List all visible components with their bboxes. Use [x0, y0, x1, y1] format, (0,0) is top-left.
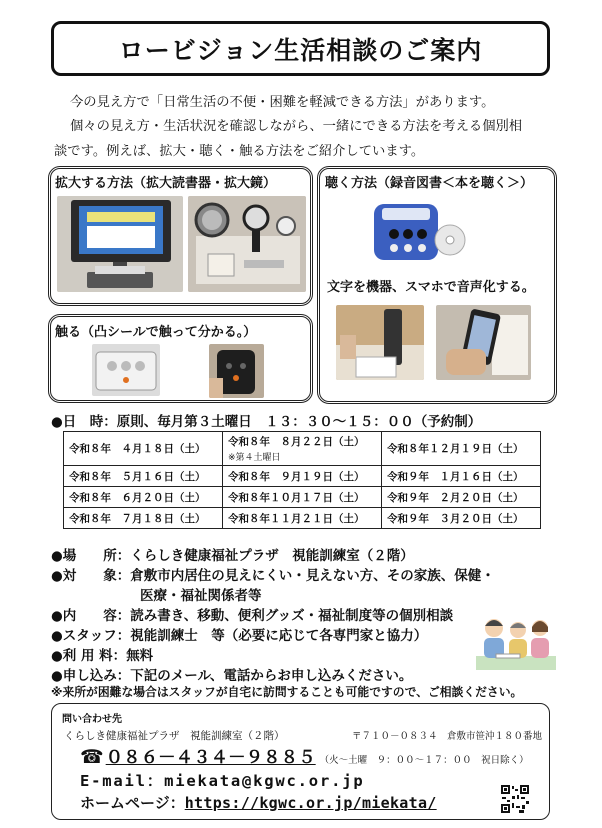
daisy-player-photo: [364, 194, 470, 268]
content-value: 読み書き、移動、便利グッズ・福祉制度等の個別相談: [130, 608, 454, 624]
intro-line-3: 談です。例えば、拡大・聴く・触る方法をご紹介しています。: [54, 144, 425, 159]
intro-line-1: 今の見え方で「日常生活の不便・困難を軽減できる方法」があります。: [70, 95, 495, 110]
home-visit-note: ※来所が困難な場合はスタッフが自宅に訪問することも可能ですので、ご相談ください。: [51, 685, 523, 699]
fourth-saturday-note: ※第４土曜日: [228, 453, 281, 463]
schedule-cell: 令和８年 ５月１６日（土）: [64, 466, 223, 487]
target-value-1: 倉敷市内居住の見えにくい・見えない方、その家族、保健・: [130, 568, 495, 584]
schedule-cell: 令和８年 ４月１８日（土）: [64, 432, 223, 466]
listen-label: 聴く方法（録音図書＜本を聴く＞）: [325, 176, 534, 191]
qr-code[interactable]: [500, 784, 530, 814]
target-info: [51, 564, 495, 584]
target-label: ●対 象：: [51, 568, 131, 584]
contact-place: くらしき健康福祉プラザ 視能訓練室（２階）: [64, 730, 285, 742]
fee-label: ●利 用 料：: [51, 648, 127, 664]
staff-info: [51, 624, 427, 644]
staff-label: ●スタッフ：: [51, 628, 131, 644]
content-info: [51, 604, 453, 624]
phone-number[interactable]: ０８６－４３４－９８８５: [105, 748, 316, 768]
bump-sticker-appliance-photo: [92, 344, 160, 396]
content-label: ●内 容：: [51, 608, 131, 624]
schedule-cell: 令和８年１０月１７日（土）: [223, 487, 382, 508]
schedule-cell-date: 令和８年 ８月２２日（土）: [228, 436, 365, 448]
target-value-2: 医療・福祉関係者等: [140, 588, 262, 604]
consultation-illustration: [476, 612, 556, 674]
web-line: [80, 792, 437, 813]
schedule-cell: 令和９年 １月１６日（土）: [382, 466, 541, 487]
phone-icon: ☎: [80, 746, 104, 768]
magnify-label: 拡大する方法（拡大読書器・拡大鏡）: [55, 176, 277, 191]
place-value: くらしき健康福祉プラザ 視能訓練室（２階）: [130, 548, 414, 564]
title-box: [51, 21, 550, 76]
contact-phone-line: [80, 744, 529, 769]
apply-label: ●申し込み：: [51, 668, 131, 684]
listen-caption: 文字を機器、スマホで音声化する。: [327, 280, 535, 295]
intro-line-2: 個々の見え方・生活状況を確認しながら、一緒にできる方法を考える個別相: [70, 119, 523, 134]
reading-device-photo: [336, 305, 424, 380]
contact-header: 問い合わせ先: [62, 714, 122, 725]
page-title: ロービジョン生活相談のご案内: [118, 35, 483, 65]
apply-value: 下記のメール、電話からお申し込みください。: [130, 668, 413, 684]
fee-info: [51, 644, 153, 664]
email-label: E-mail：: [80, 772, 165, 790]
phone-hours: （火～土曜 ９：００～１７：００ 祝日除く）: [319, 755, 529, 766]
schedule-cell: 令和９年 ２月２０日（土）: [382, 487, 541, 508]
apply-info: [51, 664, 412, 684]
email-line: [80, 769, 364, 791]
contact-address: 〒７１０－０８３４ 倉敷市笹沖１８０番地: [352, 731, 543, 742]
schedule-cell: 令和８年１１月２１日（土）: [223, 508, 382, 529]
schedule-cell: 令和８年１２月１９日（土）: [382, 432, 541, 466]
place-label: ●場 所：: [51, 548, 131, 564]
schedule-cell: 令和８年 ７月１８日（土）: [64, 508, 223, 529]
schedule-table: [63, 431, 541, 529]
web-label: ホームページ：: [80, 794, 185, 812]
schedule-cell: 令和８年 ６月２０日（土）: [64, 487, 223, 508]
smartphone-reading-photo: [436, 305, 531, 380]
staff-value: 視能訓練士 等（必要に応じて各専門家と協力）: [130, 628, 428, 644]
schedule-cell: 令和９年 ３月２０日（土）: [382, 508, 541, 529]
web-link[interactable]: https://kgwc.or.jp/miekata/: [184, 794, 437, 812]
place-info: [51, 544, 414, 564]
schedule-cell: [223, 432, 382, 466]
fee-value: 無料: [126, 648, 154, 664]
schedule-heading: ●日 時：原則、毎月第３土曜日 １３：３０～１５：００（予約制）: [51, 414, 482, 430]
magnifier-reader-photo: [57, 196, 183, 292]
magnifiers-photo: [188, 196, 306, 292]
bump-sticker-remote-photo: [209, 344, 264, 398]
contact-box: [51, 703, 550, 820]
email-link[interactable]: miekata@kgwc.or.jp: [164, 772, 365, 790]
schedule-cell: 令和８年 ９月１９日（土）: [223, 466, 382, 487]
touch-label: 触る（凸シールで触って分かる。）: [55, 325, 257, 340]
